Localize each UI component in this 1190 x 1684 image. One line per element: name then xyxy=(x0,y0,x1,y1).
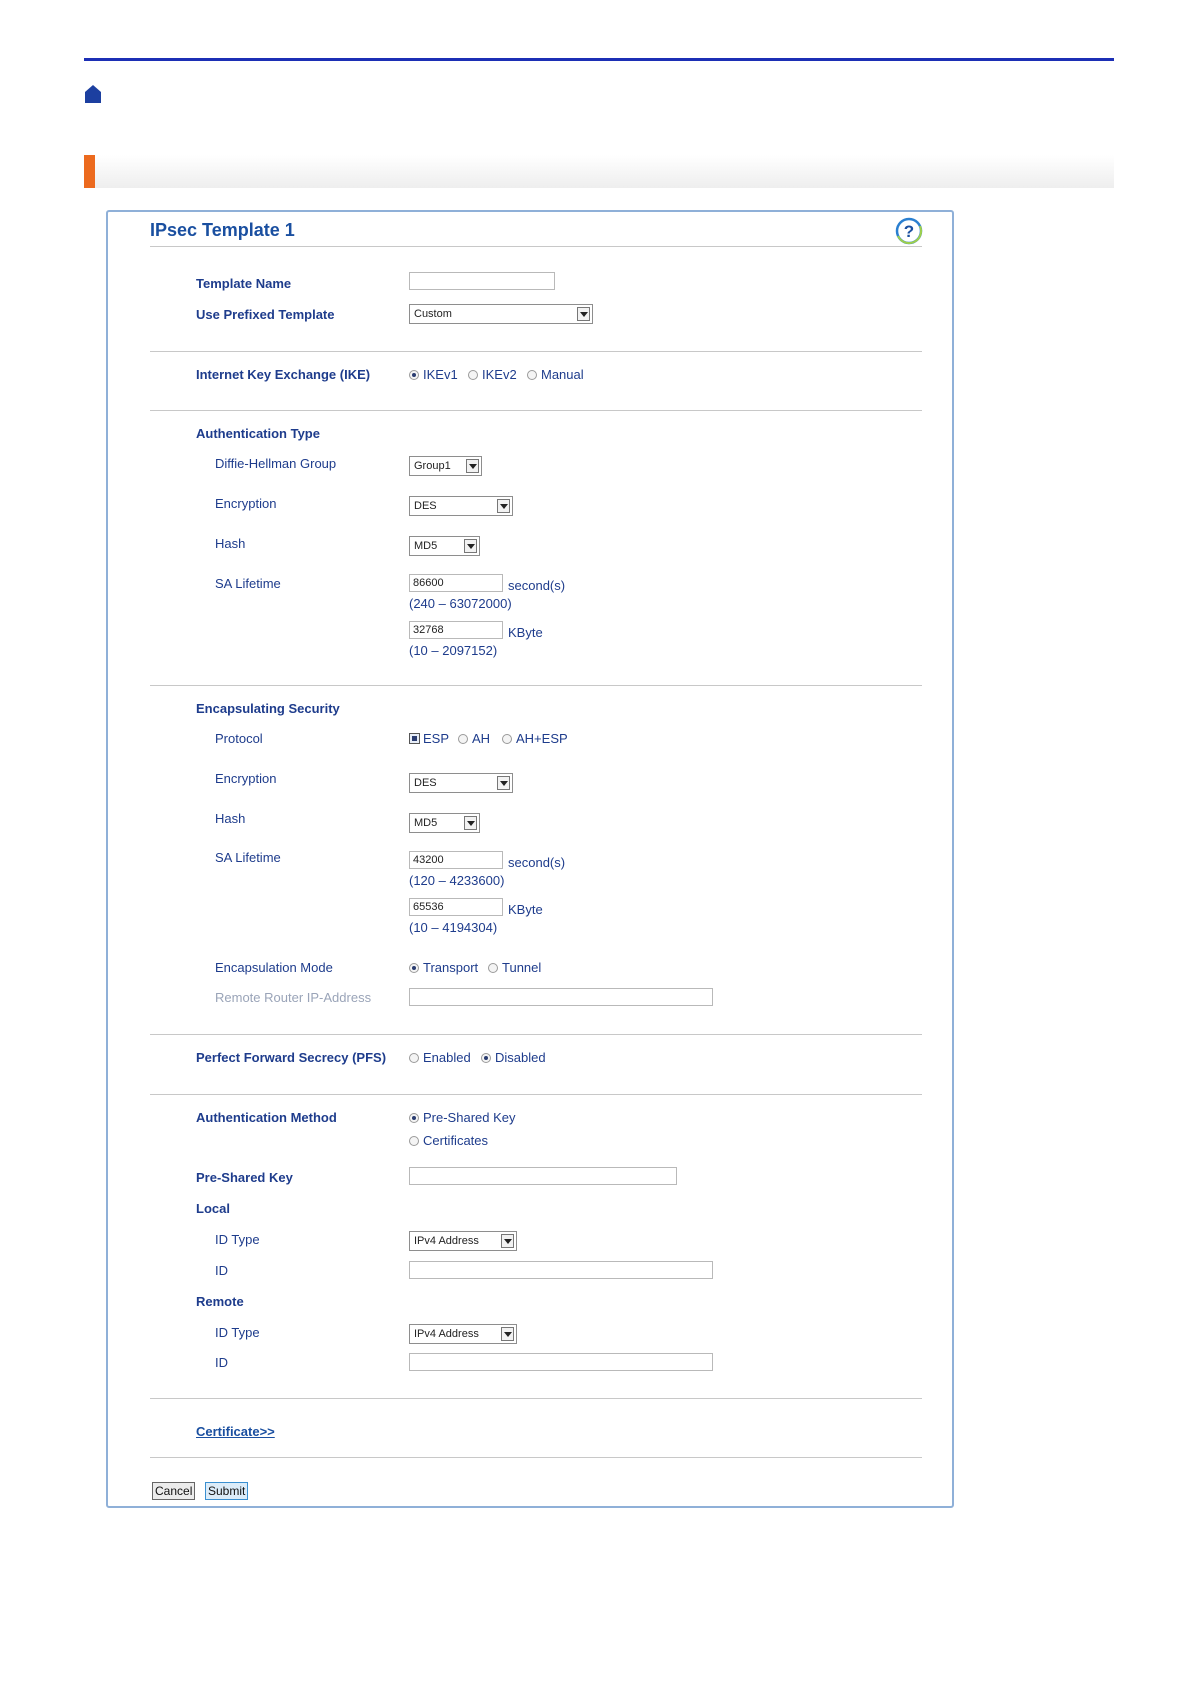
divider xyxy=(150,410,922,411)
radio-selected-icon[interactable] xyxy=(409,963,419,973)
remote-id-label: ID xyxy=(215,1355,228,1370)
local-id-type-select[interactable]: IPv4 Address xyxy=(409,1231,517,1251)
psk-input[interactable] xyxy=(409,1167,677,1185)
esp-hash-select[interactable]: MD5 xyxy=(409,813,480,833)
section-header-bar xyxy=(84,155,1114,188)
pfs-option-disabled[interactable]: Disabled xyxy=(481,1050,546,1065)
remote-id-type-select[interactable]: IPv4 Address xyxy=(409,1324,517,1344)
top-rule xyxy=(84,58,1114,61)
esp-encryption-select[interactable]: DES xyxy=(409,773,513,793)
ike-seconds-unit: second(s) xyxy=(508,578,566,593)
ike-hash-select[interactable]: MD5 xyxy=(409,536,480,556)
radio-icon[interactable] xyxy=(409,1136,419,1146)
chevron-down-icon xyxy=(497,776,510,790)
esp-sa-kbyte-input[interactable] xyxy=(409,898,503,916)
radio-icon[interactable] xyxy=(458,734,468,744)
ike-encryption-label: Encryption xyxy=(215,496,277,511)
local-id-input[interactable] xyxy=(409,1261,713,1279)
local-heading: Local xyxy=(196,1201,230,1216)
help-icon[interactable] xyxy=(894,216,924,246)
chevron-down-icon xyxy=(577,307,590,321)
ike-kbyte-range: (10 – 2097152) xyxy=(409,643,498,658)
mode-option-tunnel[interactable]: Tunnel xyxy=(488,960,541,975)
title-divider xyxy=(150,246,922,247)
prefixed-template-value: Custom xyxy=(414,308,452,320)
section-accent xyxy=(84,155,95,188)
divider xyxy=(150,1457,922,1458)
esp-sa-lifetime-label: SA Lifetime xyxy=(215,850,281,865)
ike-option-manual[interactable]: Manual xyxy=(527,367,584,382)
ike-sa-lifetime-label: SA Lifetime xyxy=(215,576,281,591)
radio-icon[interactable] xyxy=(488,963,498,973)
ike-label: Internet Key Exchange (IKE) xyxy=(196,367,371,382)
local-id-type-label: ID Type xyxy=(215,1232,260,1247)
template-name-label: Template Name xyxy=(196,276,292,291)
radio-selected-icon[interactable] xyxy=(409,1113,419,1123)
esp-seconds-unit: second(s) xyxy=(508,855,566,870)
chevron-down-icon xyxy=(497,499,510,513)
submit-button[interactable]: Submit xyxy=(205,1482,248,1500)
auth-method-option-psk[interactable]: Pre-Shared Key xyxy=(409,1110,516,1125)
ike-kbyte-unit: KByte xyxy=(508,625,543,640)
remote-id-type-label: ID Type xyxy=(215,1325,260,1340)
chevron-down-icon xyxy=(466,459,479,473)
svg-text:?: ? xyxy=(903,222,915,241)
remote-heading: Remote xyxy=(196,1294,244,1309)
prefixed-template-label: Use Prefixed Template xyxy=(196,307,335,322)
remote-router-label: Remote Router IP-Address xyxy=(215,990,372,1005)
template-name-input[interactable] xyxy=(409,272,555,290)
divider xyxy=(150,351,922,352)
divider xyxy=(150,1034,922,1035)
esp-encryption-label: Encryption xyxy=(215,771,277,786)
ike-encryption-select[interactable]: DES xyxy=(409,496,513,516)
radio-icon[interactable] xyxy=(527,370,537,380)
auth-method-label: Authentication Method xyxy=(196,1110,337,1125)
chevron-down-icon xyxy=(464,816,477,830)
dh-group-select[interactable]: Group1 xyxy=(409,456,482,476)
ike-seconds-range: (240 – 63072000) xyxy=(409,596,512,611)
psk-label: Pre-Shared Key xyxy=(196,1170,293,1185)
ipsec-template-panel xyxy=(106,210,954,1508)
panel-title: IPsec Template 1 xyxy=(150,220,295,240)
ike-hash-label: Hash xyxy=(215,536,246,551)
radio-selected-icon[interactable] xyxy=(409,370,419,380)
ike-sa-seconds-input[interactable] xyxy=(409,574,503,592)
radio-icon[interactable] xyxy=(468,370,478,380)
ike-option-ikev1[interactable]: IKEv1 xyxy=(409,367,458,382)
chevron-down-icon xyxy=(501,1234,514,1248)
esp-kbyte-unit: KByte xyxy=(508,902,543,917)
radio-selected-icon[interactable] xyxy=(481,1053,491,1063)
mode-option-transport[interactable]: Transport xyxy=(409,960,478,975)
ike-sa-kbyte-input[interactable] xyxy=(409,621,503,639)
pfs-option-enabled[interactable]: Enabled xyxy=(409,1050,471,1065)
local-id-label: ID xyxy=(215,1263,228,1278)
esp-sa-seconds-input[interactable] xyxy=(409,851,503,869)
esp-kbyte-range: (10 – 4194304) xyxy=(409,920,498,935)
encapsulation-mode-label: Encapsulation Mode xyxy=(215,960,333,975)
home-icon[interactable] xyxy=(84,84,102,104)
esp-hash-label: Hash xyxy=(215,811,246,826)
pfs-label: Perfect Forward Secrecy (PFS) xyxy=(196,1050,387,1065)
divider xyxy=(150,1398,922,1399)
checkbox-checked-icon[interactable] xyxy=(409,733,420,744)
certificate-link[interactable]: Certificate>> xyxy=(196,1424,275,1439)
protocol-option-ah[interactable]: AH xyxy=(458,731,490,746)
chevron-down-icon xyxy=(501,1327,514,1341)
esp-heading: Encapsulating Security xyxy=(196,701,340,716)
divider xyxy=(150,685,922,686)
radio-icon[interactable] xyxy=(502,734,512,744)
radio-icon[interactable] xyxy=(409,1053,419,1063)
remote-id-input[interactable] xyxy=(409,1353,713,1371)
divider xyxy=(150,1094,922,1095)
auth-type-heading: Authentication Type xyxy=(196,426,320,441)
dh-group-label: Diffie-Hellman Group xyxy=(215,456,337,471)
ike-option-ikev2[interactable]: IKEv2 xyxy=(468,367,517,382)
auth-method-option-certificates[interactable]: Certificates xyxy=(409,1133,488,1148)
cancel-button[interactable]: Cancel xyxy=(152,1482,195,1500)
protocol-option-esp[interactable]: ESP xyxy=(409,731,449,746)
remote-router-input[interactable] xyxy=(409,988,713,1006)
chevron-down-icon xyxy=(464,539,477,553)
esp-seconds-range: (120 – 4233600) xyxy=(409,873,505,888)
protocol-label: Protocol xyxy=(215,731,263,746)
protocol-option-ah-esp[interactable]: AH+ESP xyxy=(502,731,568,746)
prefixed-template-select[interactable] xyxy=(409,304,593,324)
